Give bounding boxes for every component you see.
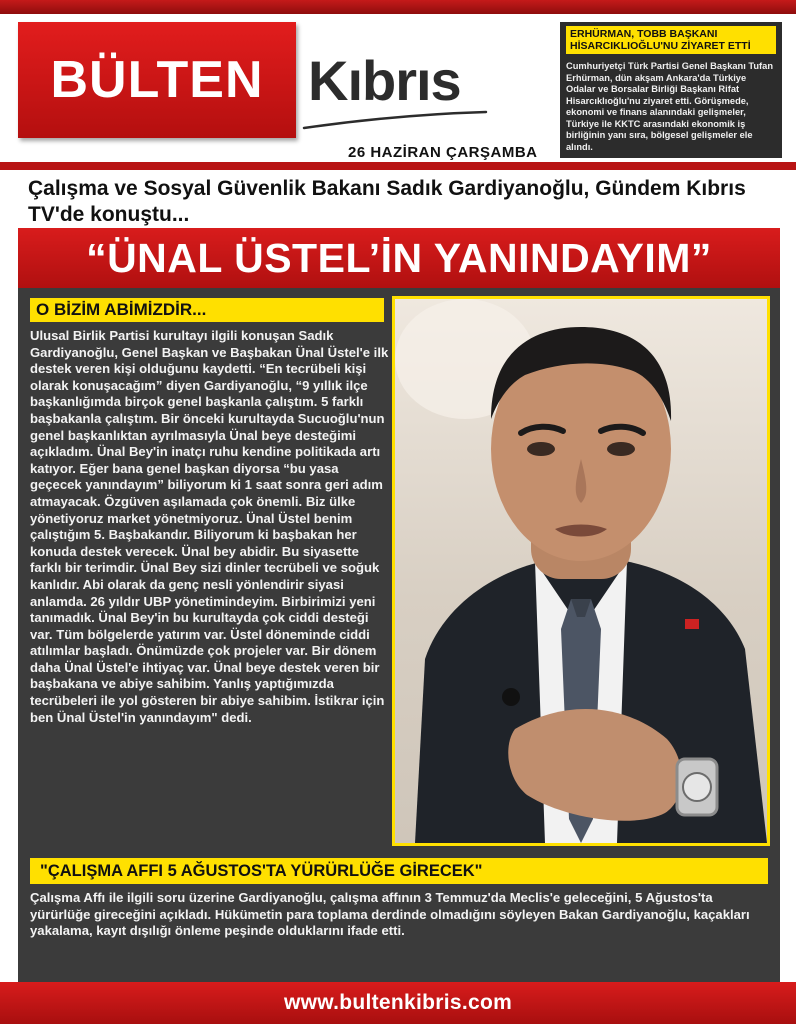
section2-label: "ÇALIŞMA AFFI 5 AĞUSTOS'TA YÜRÜRLÜĞE GİRECEK" (30, 858, 768, 884)
brand-name-primary: BÜLTEN (50, 51, 264, 109)
brand-logo[interactable] (18, 22, 296, 138)
header-rule (0, 162, 796, 170)
side-news-headline: ERHÜRMAN, TOBB BAŞKANI HİSARCIKLIOĞLU'NU ZİYARET ETTİ (566, 26, 776, 54)
issue-date: 26 HAZİRAN ÇARŞAMBA (348, 144, 538, 161)
headline-banner (18, 228, 780, 288)
article-subhead: Çalışma ve Sosyal Güvenlik Bakanı Sadık Gardiyanoğlu, Gündem Kıbrıs TV'de konuştu... (28, 177, 746, 226)
brand-name-secondary: Kıbrıs (308, 49, 461, 112)
article-panel (18, 228, 780, 982)
section2-text: Çalışma Affı ile ilgili soru üzerine Gardiyanoğlu, çalışma affının 3 Temmuz'da Meclis'e geleceğini, 5 Ağustos'ta yürürlüğe gireceğini açıkladı. Hükümetin para toplama derdinde olmadığını söyleyen Bakan Gardiyanoğlu, kaçakları yakalama, kayıt dışılığı önleme peşinde olduklarını ifade etti. (30, 890, 750, 939)
logo-swoosh-icon (300, 108, 490, 132)
article-headline: “ÜNAL ÜSTEL’İN YANINDAYIM” (86, 234, 712, 281)
section1-label: O BİZİM ABİMİZDİR... (30, 298, 384, 322)
top-stripe (0, 0, 796, 14)
portrait-illustration (395, 299, 767, 843)
minister-photo (392, 296, 770, 846)
website-link[interactable]: www.bultenkibris.com (283, 991, 513, 1014)
section1-text: Ulusal Birlik Partisi kurultayı ilgili konuşan Sadık Gardiyanoğlu, Genel Başkan ve Başbakan Ünal Üstel'e ilk destek veren kişi olduğunu kaydetti. “En tecrübeli kişi olarak konuşacağım” diyen Gardiyanoğlu, “9 yıllık ilçe başkanlığımda birçok genel başkanla çalıştım. 5 farklı başbakanla çalıştım. Bir önceki kurultayda Sucuoğlu'nun genel başkanlıktan ayrılmasıyla Ünal beye desteğimi açıkladım. Ünal Bey'in inatçı ruhu kendine politikada artı katıyor. Eğer bana genel başkan diyorsa “bu yasa geçecek yanındayım” biliyorum ki 1 saat sonra geri adım atmayacak. Özgüven aşılamada çok önemli. Biz ülke yönetiyoruz market yönetmiyoruz. Ünal Üstel benim çalıştığım 5. Başbakandır. Biliyorum ki başbakan her konuda destek verecek. Ünal bey abidir. Bu siyasette farklı bir terimdir. Ünal Bey sizi dinler tecrübeli ve soğuk kanlıdır. Abi olarak da genç nesli yönlendirir siyasi anlamda. 26 yıldır UBP yönetimindeyim. Birbirimizi yeni tanımadık. Ünal Bey'in bu kurultayda çok ciddi desteği var. Tüm bölgelerde yatırım var. Üstel döneminde ciddi atılımlar başladı. Önümüzde çok projeler var. Bir dönem daha Ünal Üstel'e ihtiyaç var. Ünal beye destek veren bir başbakana ve abiye sahibim. Yanlış yaptığımızda tecrübeleri ile yol gösteren bir abiye sahibim. İstikrar için ben Ünal Üstel'in yanındayım" dedi. (30, 328, 389, 725)
footer-bar (0, 982, 796, 1024)
side-news-text: Cumhuriyetçi Türk Partisi Genel Başkanı Tufan Erhürman, dün akşam Ankara'da Türkiye Odalar ve Borsalar Birliği Başkanı Rifat Hisarcıklıoğlu'nu ziyaret etti. Görüşmede, ekonomi ve finans alanındaki gelişmeler, Türkiye ile KKTC arasındaki ekonomik iş birliğinin yanı sıra, bölgesel gelişmeler ele alındı. (566, 61, 773, 152)
side-news-box[interactable] (560, 22, 782, 158)
